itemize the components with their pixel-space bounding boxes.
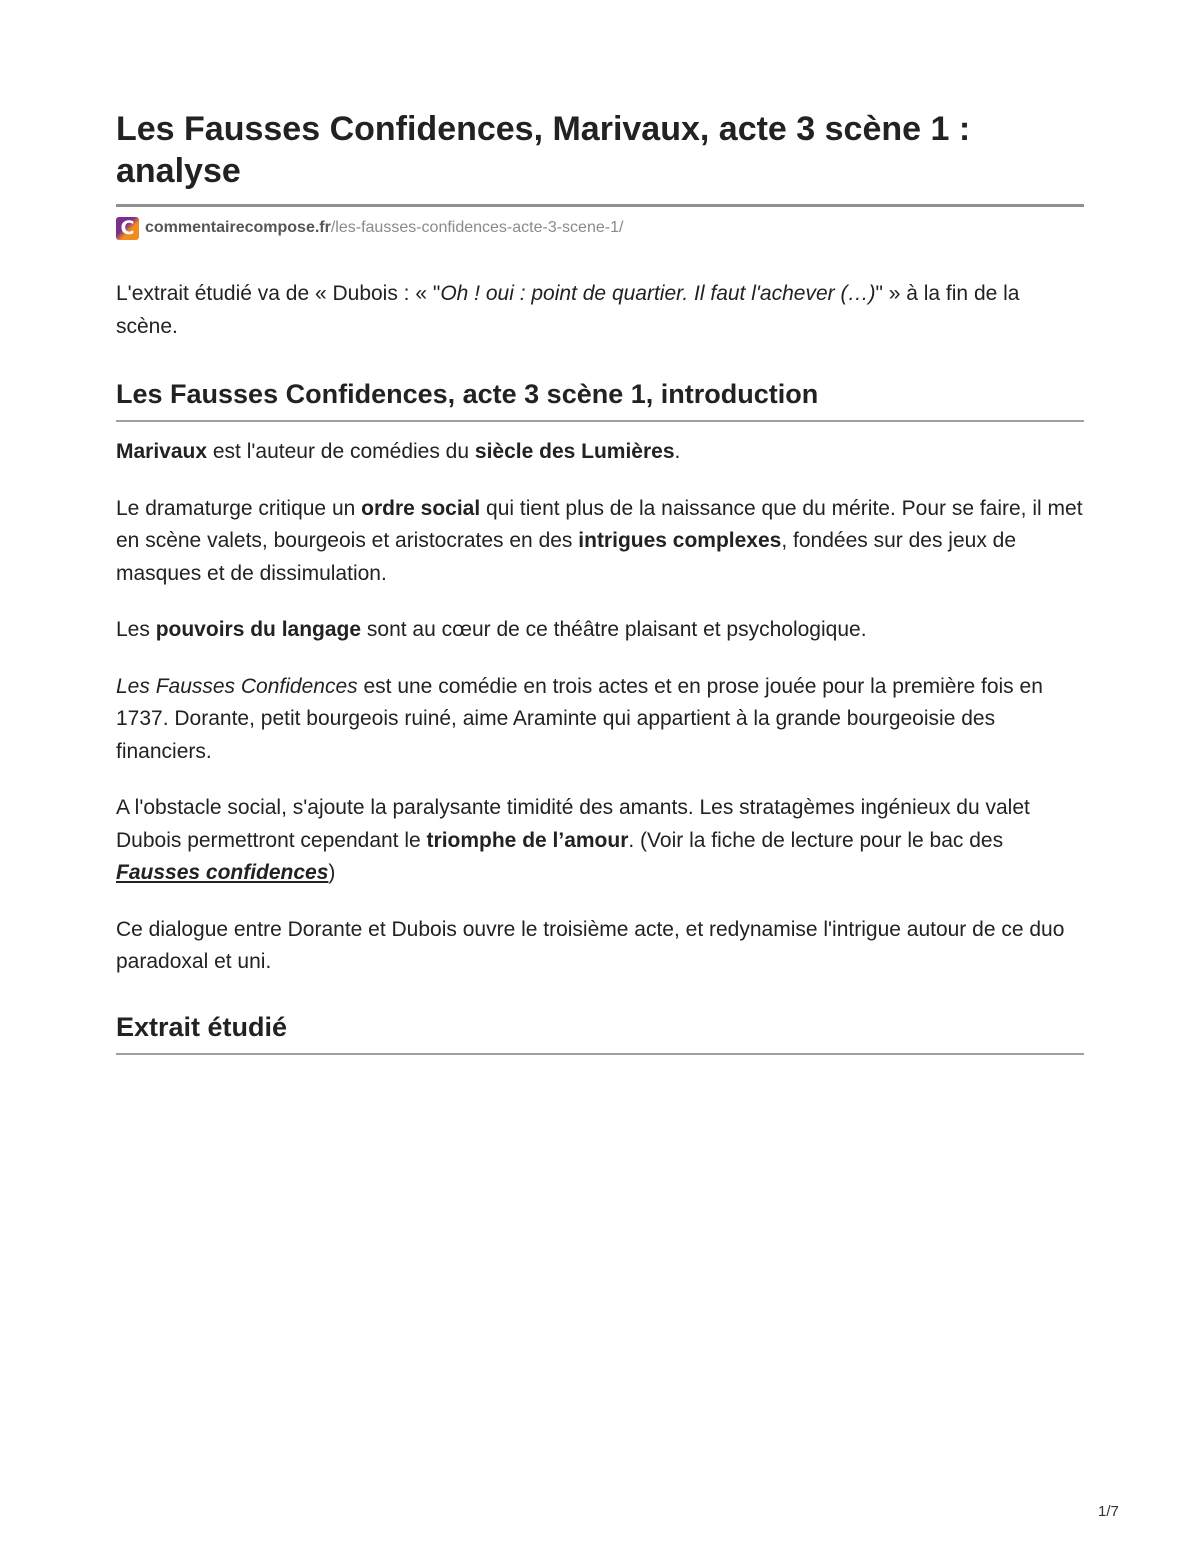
document-page [116,108,1084,1055]
paragraph-dramaturge [116,493,1084,591]
italic-title: Les Fausses Confidences [116,674,358,698]
intro-quote: Oh ! oui : point de quartier. Il faut l'achever (…) [440,282,876,305]
source-line [116,216,1084,240]
section-divider [116,1053,1084,1055]
fiche-lecture-link[interactable]: Fausses confidences [116,861,329,884]
bold-text: Marivaux [116,440,208,463]
bold-text: triomphe de l’amour [426,828,629,852]
text: Le dramaturge critique un [116,496,362,520]
bold-text: siècle des Lumières [474,440,675,463]
paragraph-dialogue: Ce dialogue entre Dorante et Dubois ouvre le troisième acte, et redynamise l'intrigue autour de ce duo paradoxal et uni. [116,917,1065,973]
paragraph-obstacle [116,792,1084,890]
text: A l'obstacle social, s'ajoute la paralysante timidité des amants. Les stratagèmes ingénieux du valet Dubois permettront cependant le [116,796,1030,852]
text: . (Voir la fiche de lecture pour le bac des [628,828,1004,852]
section-heading-introduction: Les Fausses Confidences, acte 3 scène 1, introduction [116,379,819,409]
intro-prefix: L'extrait étudié va de « Dubois : « " [116,282,441,305]
paragraph-author [116,436,1084,469]
text: Les [116,618,156,641]
title-divider [116,204,1084,207]
paragraph-langage [116,614,1084,647]
text: qui tient plus de la naissance que du mérite. Pour se faire, il met en scène valets, bourgeois et aristocrates en des [116,496,1083,552]
section-divider [116,420,1084,422]
intro-suffix: " » à la fin de la scène. [116,282,1020,338]
site-logo-icon: C [116,217,139,240]
page-title: Les Fausses Confidences, Marivaux, acte 3 scène 1 : analyse [116,110,971,190]
bold-text: intrigues complexes [578,529,782,552]
bold-text: ordre social [361,496,481,520]
paragraph-comedie [116,671,1084,769]
source-path[interactable]: /les-fausses-confidences-acte-3-scene-1/ [330,219,624,236]
text: , fondées sur des jeux de masques et de dissimulation. [116,529,1017,585]
intro-paragraph [116,278,1084,343]
text: ) [328,861,336,884]
text: . [674,440,681,463]
section-heading-extrait: Extrait étudié [116,1011,288,1042]
bold-text: pouvoirs du langage [155,618,362,641]
text: est l'auteur de comédies du [207,440,475,463]
page-number: 1/7 [1098,1503,1119,1520]
text: sont au cœur de ce théâtre plaisant et psychologique. [361,618,867,641]
text: est une comédie en trois actes et en prose jouée pour la première fois en 1737. Dorante, petit bourgeois ruiné, aime Araminte qui appartient à la grande bourgeoisie des financiers. [116,674,1043,763]
source-domain[interactable]: commentairecompose.fr [145,219,331,236]
